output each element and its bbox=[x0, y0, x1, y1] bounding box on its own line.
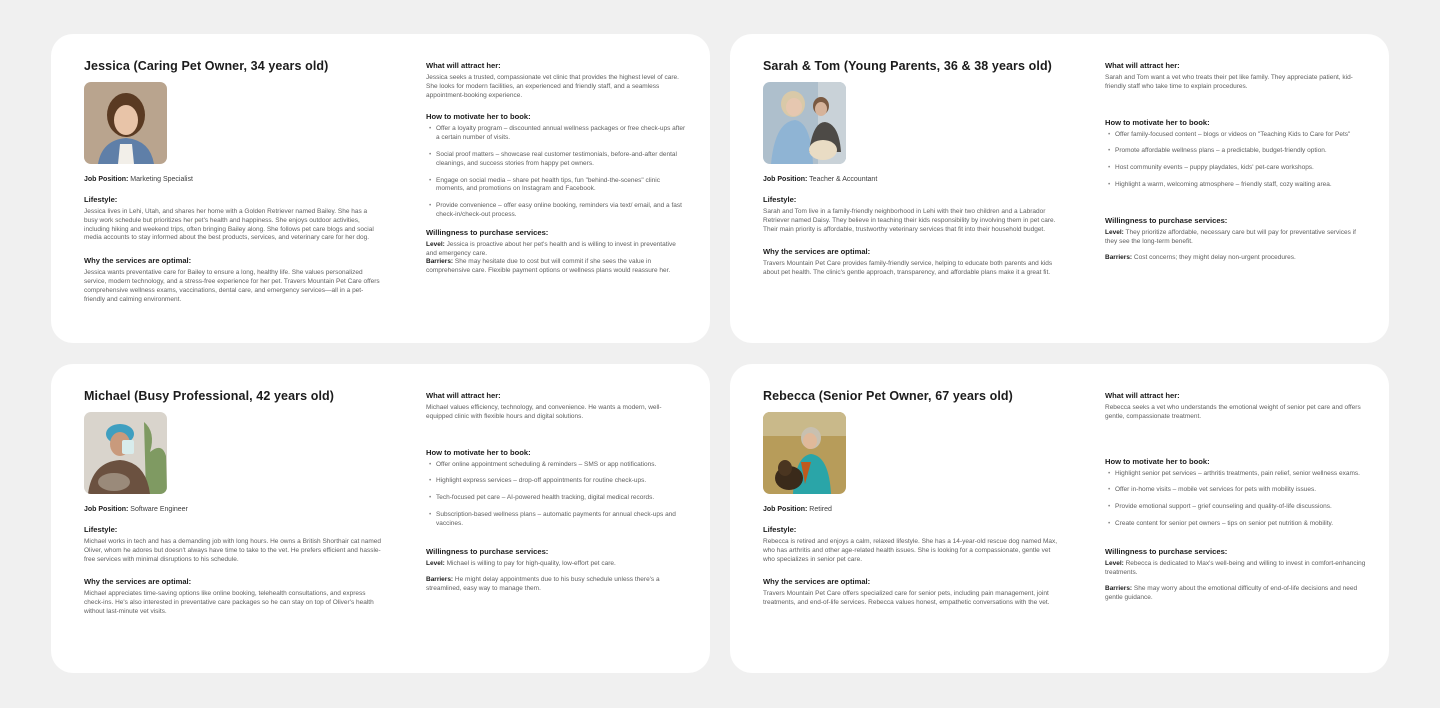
willingness-heading: Willingness to purchase services: bbox=[1105, 215, 1228, 225]
list-item: • Create content for senior pet owners – tips on senior pet nutrition & mobility. bbox=[1105, 520, 1367, 529]
job-position bbox=[763, 176, 1061, 183]
persona-name: Jessica (Caring Pet Owner, 34 years old) bbox=[84, 59, 329, 73]
barriers-label: Barriers: bbox=[426, 258, 454, 266]
lifestyle-text: Rebecca is retired and enjoys a calm, relaxed lifestyle. She has a 14-year-old rescue dog named Max, who has arthritis and other age-related health issues. She is looking for a compassionate, gentle vet who specializes in senior pet care. bbox=[763, 538, 1058, 563]
willingness-section bbox=[426, 228, 688, 276]
lifestyle-section bbox=[763, 525, 1061, 564]
why-text: Travers Mountain Pet Care offers specialized care for senior pets, including pain management, joint treatments, and end-of-life services. Rebecca values honest, empathetic conversations with the vet. bbox=[763, 590, 1050, 607]
job-value: Retired bbox=[809, 506, 832, 513]
why-heading: Why the services are optimal: bbox=[84, 256, 192, 266]
list-item: • Offer online appointment scheduling & reminders – SMS or app notifications. bbox=[426, 461, 688, 470]
attract-heading: What will attract her: bbox=[426, 61, 501, 70]
list-item: • Subscription-based wellness plans – automatic payments for annual check-ups and vaccines. bbox=[426, 511, 688, 529]
persona-card-sarah-tom bbox=[730, 34, 1389, 343]
lifestyle-section bbox=[763, 195, 1061, 234]
portrait-image bbox=[763, 82, 846, 164]
list-item: • Offer a loyalty program – discounted annual wellness packages or free check-ups after a certain number of visits. bbox=[426, 125, 688, 143]
level-value: Rebecca is dedicated to Max's well-being and willing to invest in comfort-enhancing treatments. bbox=[1105, 559, 1366, 576]
job-value: Teacher & Accountant bbox=[809, 176, 878, 183]
willingness-section bbox=[426, 547, 688, 594]
why-section bbox=[763, 577, 1061, 608]
level-row bbox=[1105, 560, 1367, 578]
list-item: • Engage on social media – share pet health tips, fun "behind-the-scenes" clinic moments, and promotions on Instagram and Facebook. bbox=[426, 177, 688, 195]
willingness-section bbox=[1105, 547, 1367, 603]
why-heading: Why the services are optimal: bbox=[84, 577, 192, 587]
persona-photo bbox=[763, 82, 846, 164]
list-item: • Tech-focused pet care – AI-powered health tracking, digital medical records. bbox=[426, 494, 688, 503]
willingness-heading: Willingness to purchase services: bbox=[1105, 546, 1228, 556]
level-row bbox=[1105, 229, 1367, 247]
lifestyle-section bbox=[84, 195, 382, 243]
motivate-section bbox=[426, 448, 688, 529]
persona-name: Sarah & Tom (Young Parents, 36 & 38 years old) bbox=[763, 59, 1052, 73]
persona-marketing bbox=[426, 61, 688, 276]
motivate-section bbox=[1105, 457, 1367, 529]
job-value: Software Engineer bbox=[130, 506, 188, 513]
level-label: Level: bbox=[426, 559, 445, 567]
motivate-heading: How to motivate her to book: bbox=[426, 112, 531, 122]
barriers-value: He might delay appointments due to his busy schedule unless there's a streamlined, easy way to manage them. bbox=[426, 576, 660, 593]
job-label: Job Position: bbox=[84, 176, 129, 183]
barriers-label: Barriers: bbox=[1105, 585, 1133, 593]
why-section bbox=[84, 256, 382, 304]
persona-marketing bbox=[426, 391, 688, 594]
list-item: • Host community events – puppy playdates, kids' pet-care workshops. bbox=[1105, 164, 1367, 173]
list-item: • Offer family-focused content – blogs or videos on "Teaching Kids to Care for Pets" bbox=[1105, 131, 1367, 140]
motivate-section bbox=[426, 112, 688, 219]
persona-profile bbox=[84, 59, 382, 304]
persona-photo bbox=[84, 82, 167, 164]
why-section bbox=[84, 577, 382, 616]
job-label: Job Position: bbox=[763, 506, 808, 513]
list-item: • Highlight express services – drop-off appointments for routine check-ups. bbox=[426, 477, 688, 486]
level-label: Level: bbox=[426, 240, 445, 248]
willingness-heading: Willingness to purchase services: bbox=[426, 227, 549, 237]
barriers-row bbox=[1105, 585, 1367, 603]
level-label: Level: bbox=[1105, 228, 1124, 236]
motivate-heading: How to motivate her to book: bbox=[1105, 456, 1210, 466]
why-text: Michael appreciates time-saving options like online booking, telehealth consultations, and express check-ins. He's also interested in preventative care packages so he can stay on top of Oliver's health without last-minute vet visits. bbox=[84, 590, 374, 615]
why-text: Jessica wants preventative care for Bailey to ensure a long, healthy life. She values personalized service, modern technology, and a stress-free experience for her pet. Travers Mountain Pet Care offers comprehensive wellness exams, vaccinations, dental care, and emergency services—all in a pet-friendly and calming environment. bbox=[84, 269, 380, 303]
attract-text: Rebecca seeks a vet who understands the emotional weight of senior pet care and offers gentle, compassionate treatment. bbox=[1105, 404, 1361, 420]
barriers-label: Barriers: bbox=[1105, 254, 1133, 262]
level-row bbox=[426, 560, 688, 569]
persona-name: Rebecca (Senior Pet Owner, 67 years old) bbox=[763, 389, 1013, 403]
lifestyle-section bbox=[84, 525, 382, 564]
attract-heading: What will attract her: bbox=[1105, 61, 1180, 70]
barriers-value: She may worry about the emotional difficulty of end-of-life decisions and need gentle guidance. bbox=[1105, 585, 1358, 602]
motivate-list bbox=[426, 125, 688, 219]
list-item: • Highlight senior pet services – arthritis treatments, pain relief, senior wellness exams. bbox=[1105, 470, 1367, 479]
attract-text: Jessica seeks a trusted, compassionate vet clinic that provides the highest level of care. She looks for modern facilities, an experienced and friendly staff, and a seamless appointment-booking experience. bbox=[426, 74, 679, 99]
persona-marketing bbox=[1105, 391, 1367, 603]
job-position bbox=[84, 176, 382, 183]
barriers-label: Barriers: bbox=[426, 576, 454, 584]
persona-photo bbox=[763, 412, 846, 494]
lifestyle-heading: Lifestyle: bbox=[84, 525, 118, 534]
list-item: • Promote affordable wellness plans – a predictable, budget-friendly option. bbox=[1105, 147, 1367, 156]
why-heading: Why the services are optimal: bbox=[763, 577, 871, 587]
barriers-row bbox=[426, 258, 688, 276]
persona-profile bbox=[84, 389, 382, 617]
level-row bbox=[426, 241, 688, 259]
persona-profile bbox=[763, 389, 1061, 608]
willingness-section bbox=[1105, 216, 1367, 263]
level-value: Michael is willing to pay for high-quality, low-effort pet care. bbox=[446, 559, 616, 567]
lifestyle-text: Michael works in tech and has a demanding job with long hours. He owns a British Shorthair cat named Oliver, whom he adores but doesn't always have time to take to the vet. He prefers efficient and hassle-free services with minimal disruptions to his schedule. bbox=[84, 538, 381, 563]
attract-text: Michael values efficiency, technology, and convenience. He wants a modern, well-equipped clinic with flexible hours and digital solutions. bbox=[426, 404, 662, 420]
persona-card-jessica bbox=[51, 34, 710, 343]
lifestyle-heading: Lifestyle: bbox=[763, 525, 797, 534]
job-position bbox=[84, 506, 382, 513]
persona-name: Michael (Busy Professional, 42 years old) bbox=[84, 389, 335, 403]
motivate-list bbox=[426, 461, 688, 529]
persona-card-michael bbox=[51, 364, 710, 673]
list-item: • Social proof matters – showcase real customer testimonials, before-and-after dental cleanings, and success stories from happy pet owners. bbox=[426, 151, 688, 169]
motivate-list bbox=[1105, 470, 1367, 529]
level-value: They prioritize affordable, necessary care but will pay for preventative services if they see the long-term benefit. bbox=[1105, 228, 1356, 245]
persona-profile bbox=[763, 59, 1061, 278]
barriers-value: She may hesitate due to cost but will commit if she sees the value in comprehensive care. Flexible payment options or wellness plans would reassure her. bbox=[426, 258, 671, 275]
lifestyle-text: Sarah and Tom live in a family-friendly neighborhood in Lehi with their two children and a Labrador Retriever named Daisy. They believe in teaching their kids responsibility by involving them in pet care. Their main priority is affordable, trustworthy veterinary services that fit into their household budget. bbox=[763, 208, 1056, 233]
motivate-section bbox=[1105, 118, 1367, 190]
persona-photo bbox=[84, 412, 167, 494]
portrait-image bbox=[84, 412, 167, 494]
persona-card-rebecca bbox=[730, 364, 1389, 673]
job-label: Job Position: bbox=[763, 176, 808, 183]
willingness-heading: Willingness to purchase services: bbox=[426, 546, 549, 556]
lifestyle-text: Jessica lives in Lehi, Utah, and shares her home with a Golden Retriever named Bailey. She has a busy work schedule but prioritizes her pet's health and happiness. She enjoys outdoor activities, including hiking and weekend trips, often bringing Bailey along. She follows pet care blogs and social media accounts to stay informed about the best products, services, and veterinary care for her dog. bbox=[84, 208, 374, 242]
motivate-heading: How to motivate her to book: bbox=[1105, 117, 1210, 127]
attract-heading: What will attract her: bbox=[426, 391, 501, 400]
lifestyle-heading: Lifestyle: bbox=[763, 195, 797, 204]
job-label: Job Position: bbox=[84, 506, 129, 513]
portrait-image bbox=[84, 82, 167, 164]
attract-heading: What will attract her: bbox=[1105, 391, 1180, 400]
job-position bbox=[763, 506, 1061, 513]
lifestyle-heading: Lifestyle: bbox=[84, 195, 118, 204]
motivate-heading: How to motivate her to book: bbox=[426, 447, 531, 457]
list-item: • Offer in-home visits – mobile vet services for pets with mobility issues. bbox=[1105, 486, 1367, 495]
barriers-row bbox=[1105, 254, 1367, 263]
attract-text: Sarah and Tom want a vet who treats their pet like family. They appreciate patient, kid-friendly staff who take time to explain procedures. bbox=[1105, 74, 1353, 90]
list-item: • Highlight a warm, welcoming atmosphere – friendly staff, cozy waiting area. bbox=[1105, 181, 1367, 190]
list-item: • Provide convenience – offer easy online booking, reminders via text/ email, and a fast check-in/check-out process. bbox=[426, 202, 688, 220]
motivate-list bbox=[1105, 131, 1367, 190]
level-label: Level: bbox=[1105, 559, 1124, 567]
list-item: • Provide emotional support – grief counseling and quality-of-life discussions. bbox=[1105, 503, 1367, 512]
persona-marketing bbox=[1105, 61, 1367, 263]
portrait-image bbox=[763, 412, 846, 494]
why-section bbox=[763, 247, 1061, 278]
level-value: Jessica is proactive about her pet's health and is willing to invest in preventative and emergency care. bbox=[426, 240, 676, 257]
why-heading: Why the services are optimal: bbox=[763, 247, 871, 257]
job-value: Marketing Specialist bbox=[130, 176, 193, 183]
barriers-row bbox=[426, 576, 688, 594]
barriers-value: Cost concerns; they might delay non-urgent procedures. bbox=[1133, 254, 1296, 262]
why-text: Travers Mountain Pet Care provides family-friendly service, helping to educate both parents and kids about pet health. The clinic's gentle approach, transparency, and affordable plans make it a great fit. bbox=[763, 260, 1053, 277]
